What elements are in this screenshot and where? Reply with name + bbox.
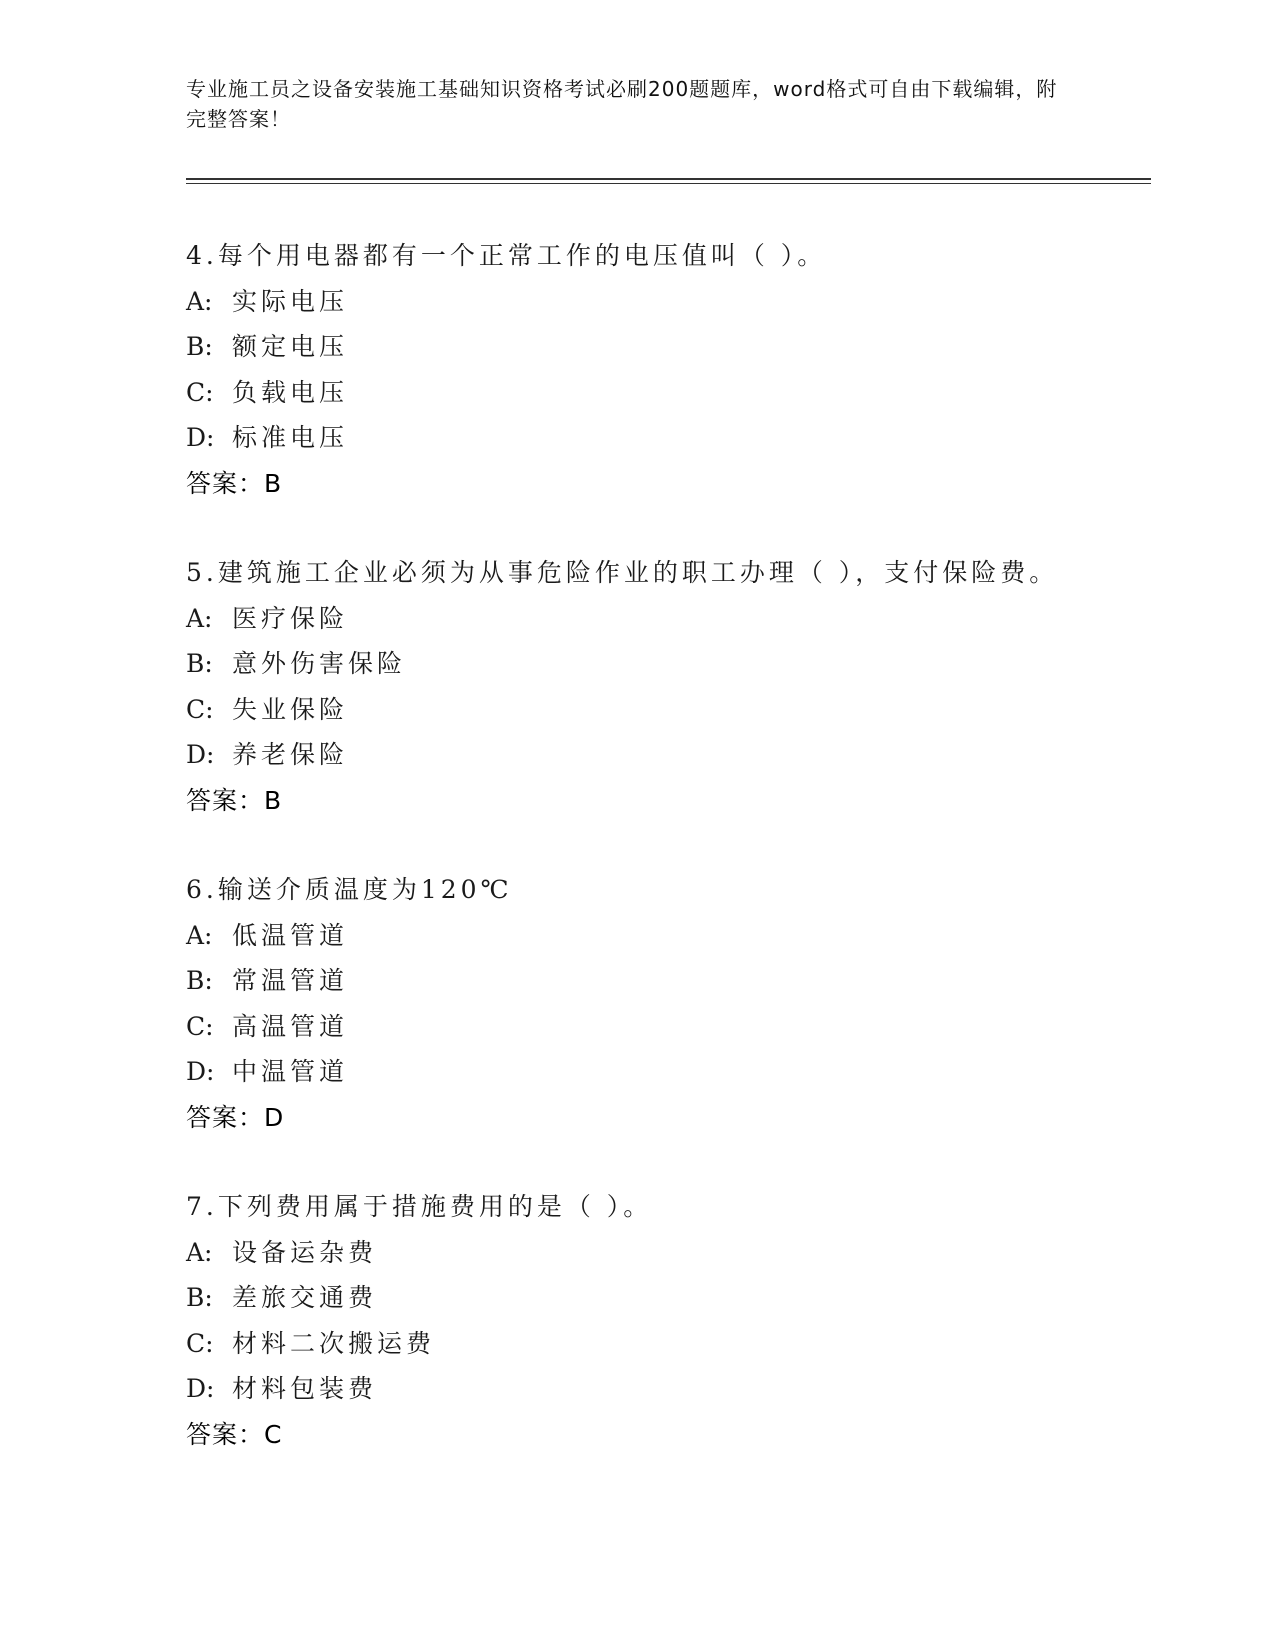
option-text: 实际电压 xyxy=(232,286,349,316)
option-key: C: xyxy=(186,1011,214,1041)
option-b xyxy=(186,1275,1151,1321)
option-key: A: xyxy=(186,286,213,316)
option-key: B: xyxy=(186,649,213,678)
option-key: C: xyxy=(186,1328,214,1358)
option-text: 常温管道 xyxy=(232,966,349,995)
option-b xyxy=(186,958,1151,1004)
option-key: A: xyxy=(186,920,213,950)
question-7 xyxy=(186,1184,1151,1457)
question-stem: 6.输送介质温度为120℃ xyxy=(186,875,513,904)
question-6 xyxy=(186,867,1151,1140)
option-d xyxy=(186,1366,1151,1412)
question-5 xyxy=(186,550,1151,823)
answer-line: 答案：C xyxy=(186,1419,283,1449)
option-text: 意外伤害保险 xyxy=(232,649,407,678)
document-header: 专业施工员之设备安装施工基础知识资格考试必刷200题题库，word格式可自由下载编辑，附完整答案！ xyxy=(186,77,1058,131)
option-key: C: xyxy=(186,694,214,724)
option-text: 失业保险 xyxy=(232,694,349,724)
option-d xyxy=(186,415,1151,461)
option-text: 标准电压 xyxy=(232,423,349,452)
option-a xyxy=(186,279,1151,325)
question-list xyxy=(186,233,1151,1501)
option-key: A: xyxy=(186,603,213,633)
question-stem: 4.每个用电器都有一个正常工作的电压值叫（ ）。 xyxy=(186,241,827,270)
option-text: 负载电压 xyxy=(232,377,349,407)
option-text: 养老保险 xyxy=(232,740,349,769)
option-c xyxy=(186,687,1151,733)
question-stem: 5.建筑施工企业必须为从事危险作业的职工办理（ ），支付保险费。 xyxy=(186,558,1059,587)
option-text: 中温管道 xyxy=(232,1057,349,1086)
option-key: D: xyxy=(186,1374,215,1403)
option-c xyxy=(186,370,1151,416)
option-text: 低温管道 xyxy=(232,920,349,950)
option-key: B: xyxy=(186,966,213,995)
answer-line: 答案：B xyxy=(186,468,283,498)
option-key: B: xyxy=(186,1283,213,1312)
option-text: 材料包装费 xyxy=(232,1374,378,1403)
option-key: D: xyxy=(186,740,215,769)
option-text: 差旅交通费 xyxy=(232,1283,378,1312)
option-text: 材料二次搬运费 xyxy=(232,1328,436,1358)
option-b xyxy=(186,641,1151,687)
option-text: 设备运杂费 xyxy=(232,1237,378,1267)
option-key: C: xyxy=(186,377,214,407)
option-key: D: xyxy=(186,1057,215,1086)
option-text: 额定电压 xyxy=(232,332,349,361)
option-d xyxy=(186,1049,1151,1095)
option-key: A: xyxy=(186,1237,213,1267)
option-text: 医疗保险 xyxy=(232,603,349,633)
option-a xyxy=(186,913,1151,959)
option-key: D: xyxy=(186,423,215,452)
question-4 xyxy=(186,233,1151,506)
option-d xyxy=(186,732,1151,778)
header-divider xyxy=(186,178,1151,180)
option-a xyxy=(186,596,1151,642)
option-c xyxy=(186,1321,1151,1367)
answer-line: 答案：D xyxy=(186,1102,285,1132)
question-stem: 7.下列费用属于措施费用的是（ ）。 xyxy=(186,1192,653,1221)
option-c xyxy=(186,1004,1151,1050)
option-a xyxy=(186,1230,1151,1276)
answer-line: 答案：B xyxy=(186,785,283,815)
option-key: B: xyxy=(186,332,213,361)
header-divider-thin xyxy=(186,183,1151,184)
option-text: 高温管道 xyxy=(232,1011,349,1041)
option-b xyxy=(186,324,1151,370)
